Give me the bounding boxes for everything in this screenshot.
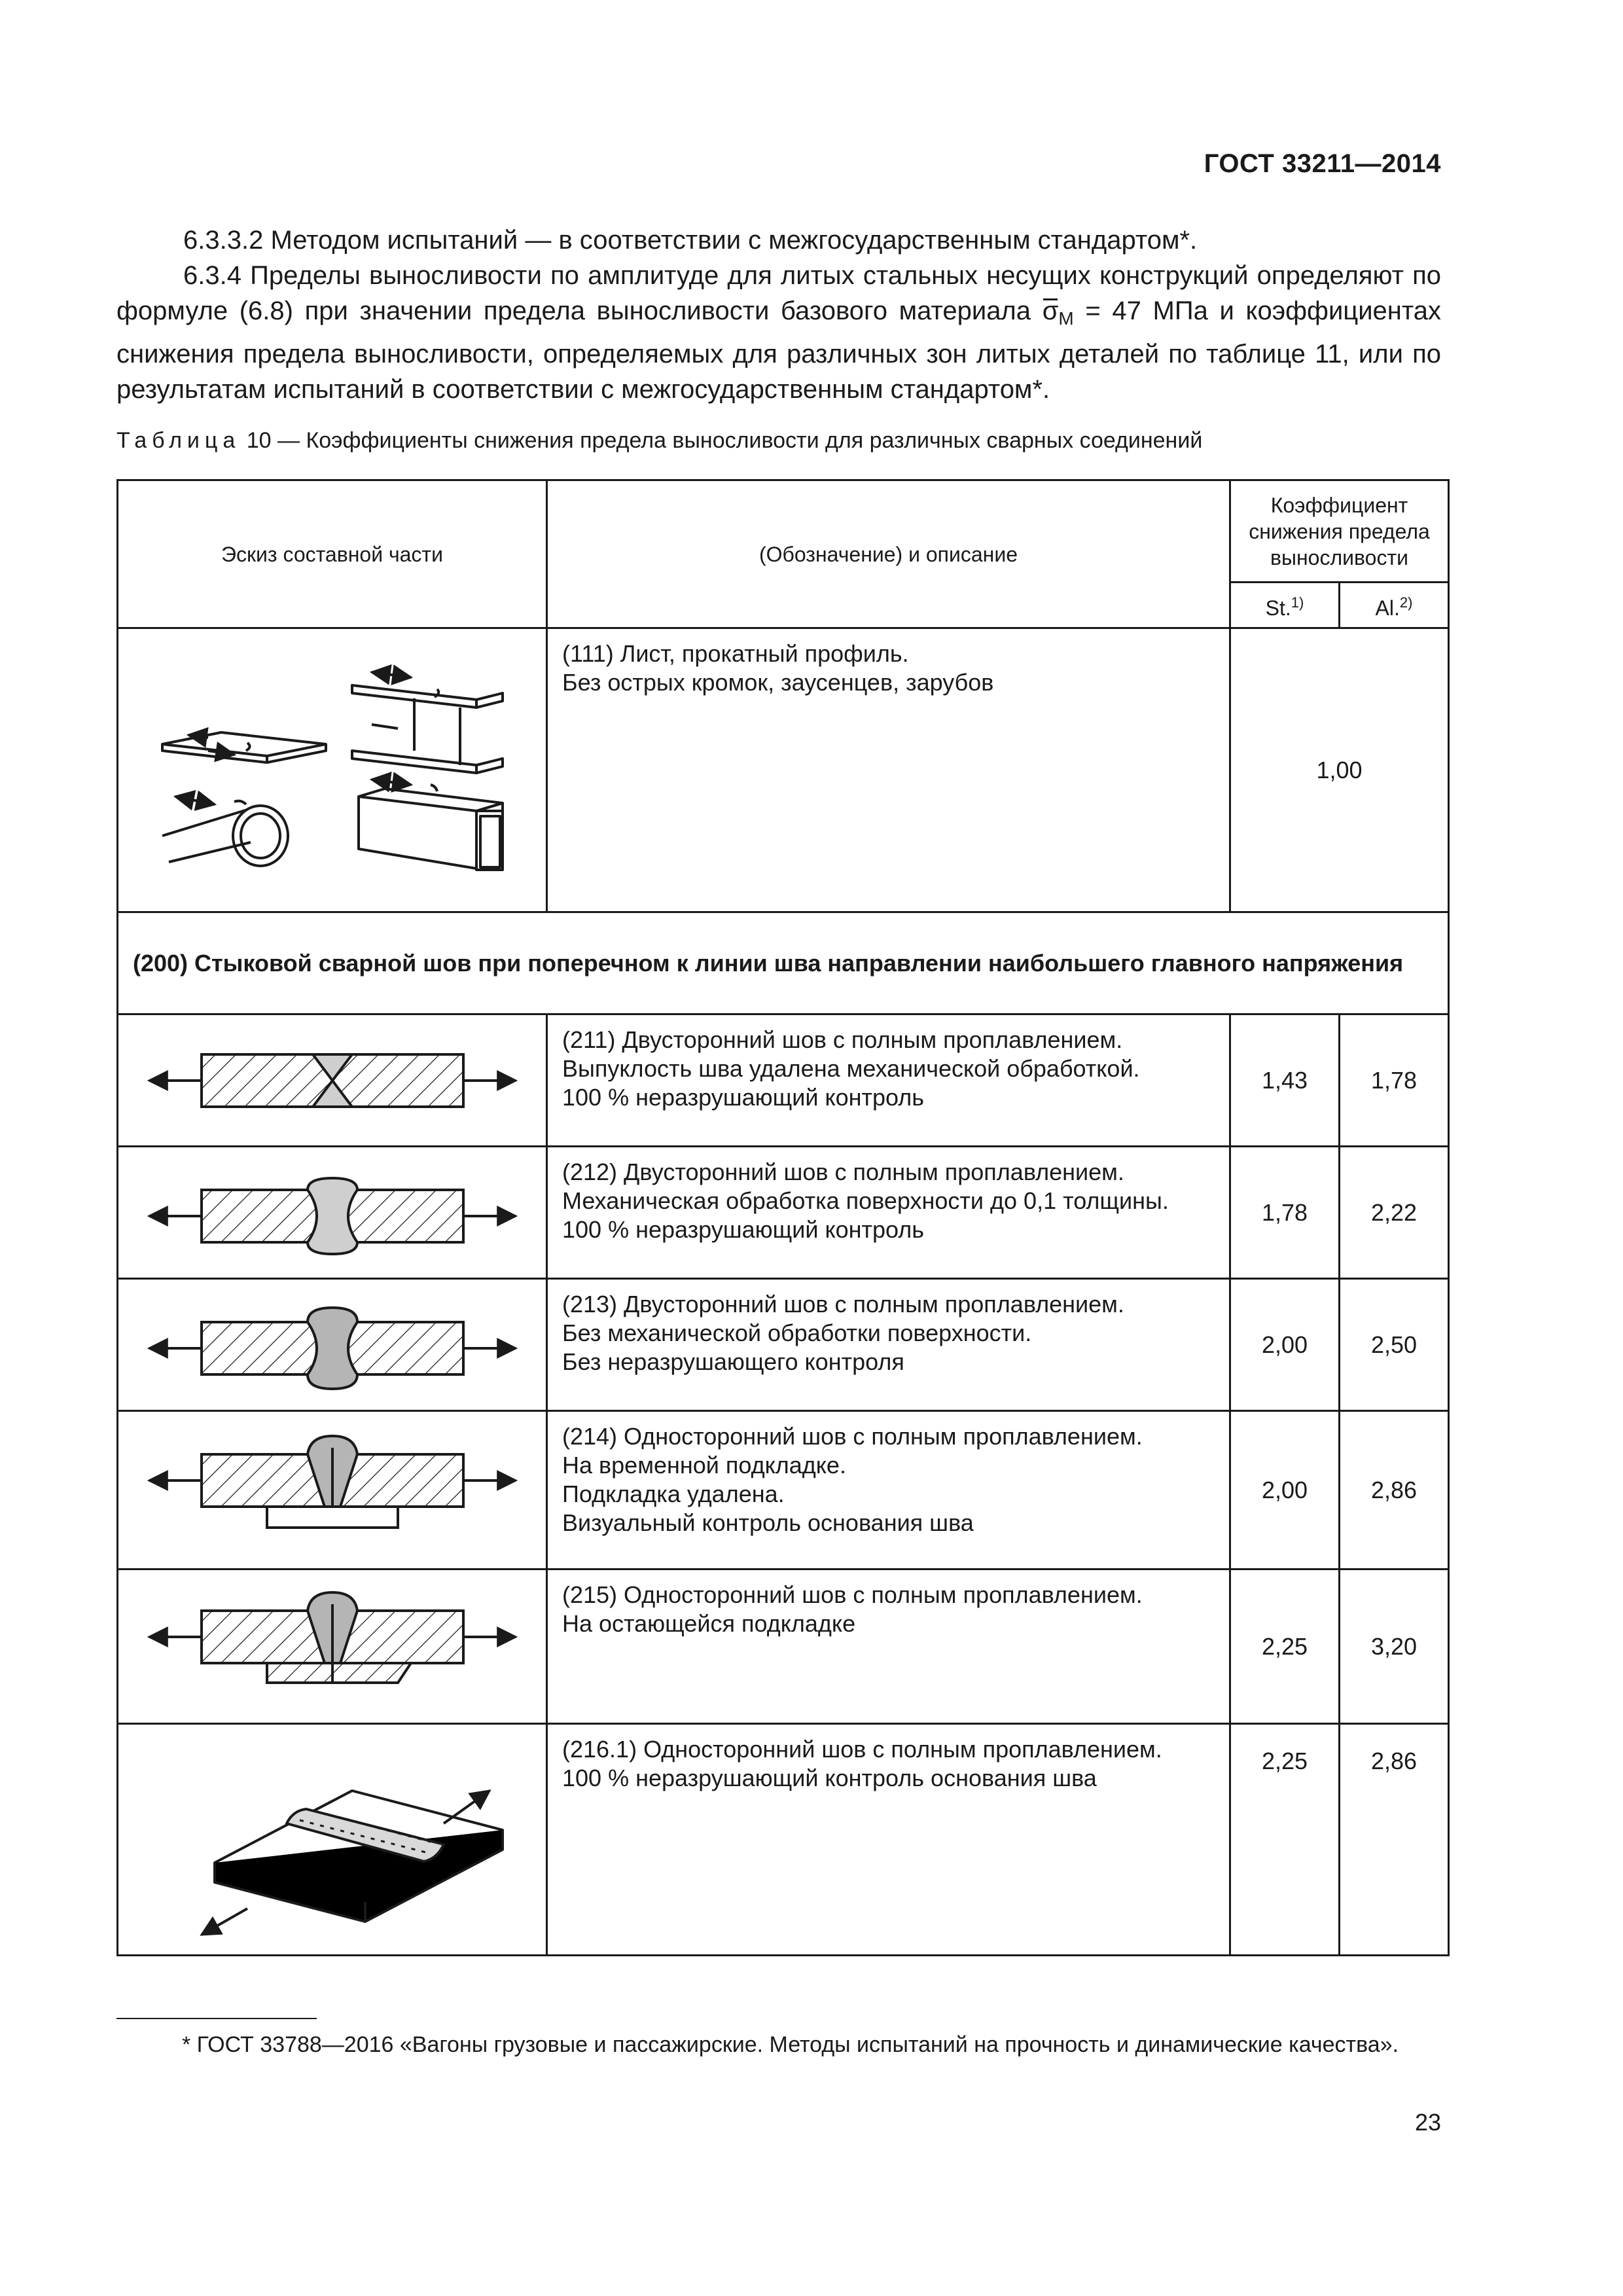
sketch-212 bbox=[118, 1147, 547, 1279]
al-211: 1,78 bbox=[1340, 1014, 1449, 1147]
st-212: 1,78 bbox=[1230, 1147, 1340, 1279]
al-216-1: 2,86 bbox=[1340, 1724, 1449, 1956]
al-214: 2,86 bbox=[1340, 1411, 1449, 1570]
al-213: 2,50 bbox=[1340, 1279, 1449, 1411]
sketch-111 bbox=[118, 628, 547, 912]
standard-header: ГОСТ 33211—2014 bbox=[1204, 149, 1441, 178]
header-coefficient: Коэффициент снижения предела выносливости bbox=[1230, 480, 1449, 583]
desc-111: (111) Лист, прокатный профиль. Без острых кромок, заусенцев, зарубов bbox=[547, 628, 1230, 912]
sketch-215 bbox=[118, 1570, 547, 1724]
desc-215: (215) Односторонний шов с полным проплавлением. На остающейся подкладке bbox=[547, 1570, 1230, 1724]
sketch-213 bbox=[118, 1279, 547, 1411]
sketch-216-1 bbox=[118, 1724, 547, 1956]
desc-216-1: (216.1) Односторонний шов с полным проплавлением. 100 % неразрушающий контроль основания шва bbox=[547, 1724, 1230, 1956]
al-215: 3,20 bbox=[1340, 1570, 1449, 1724]
footnote-divider bbox=[116, 2018, 317, 2019]
header-st: St.$^{1)}$ bbox=[1230, 583, 1340, 628]
st-213: 2,00 bbox=[1230, 1279, 1340, 1411]
desc-212: (212) Двусторонний шов с полным проплавлением. Механическая обработка поверхности до 0,1 толщины. 100 % неразрушающий контроль bbox=[547, 1147, 1230, 1279]
sketch-214 bbox=[118, 1411, 547, 1570]
st-216-1: 2,25 bbox=[1230, 1724, 1340, 1956]
page-number: 23 bbox=[1414, 2109, 1441, 2136]
paragraph-6-3-4: 6.3.4 Пределы выносливости по амплитуде для литых стальных несущих конструкций определяют по формуле (6.8) при значении предела выносливости базового материала $\sigma_M = 47$ МПа и коэффициентах снижения предела выносливости, определяемых для различных зон литых деталей по таблице 11, или по результатам испытаний в соответствии с межгосударственным стандартом*. bbox=[116, 261, 1441, 404]
fatigue-coefficient-table bbox=[116, 479, 1450, 1956]
sketch-211 bbox=[118, 1014, 547, 1147]
desc-211: (211) Двусторонний шов с полным проплавлением. Выпуклость шва удалена механической обработкой. 100 % неразрушающий контроль bbox=[547, 1014, 1230, 1147]
st-215: 2,25 bbox=[1230, 1570, 1340, 1724]
sigma-symbol: σ bbox=[1042, 296, 1059, 325]
footnote: * ГОСТ 33788—2016 «Вагоны грузовые и пассажирские. Методы испытаний на прочность и динамические качества». bbox=[182, 2032, 1399, 2057]
sheet-profile-sketch bbox=[136, 639, 529, 901]
header-al: Al.$^{2)}$ bbox=[1340, 583, 1449, 628]
paragraph-6-3-3-2: 6.3.3.2 Методом испытаний — в соответствии с межгосударственным стандартом*. bbox=[183, 226, 1198, 255]
group-200-title: (200) Стыковой сварной шов при поперечном к линии шва направлении наибольшего главного напряжения bbox=[118, 912, 1449, 1014]
desc-214: (214) Односторонний шов с полным проплавлением. На временной подкладке. Подкладка удалена. Визуальный контроль основания шва bbox=[547, 1411, 1230, 1570]
header-sketch: Эскиз составной части bbox=[118, 480, 547, 628]
value-111: 1,00 bbox=[1230, 628, 1449, 912]
desc-213: (213) Двусторонний шов с полным проплавлением. Без механической обработки поверхности. Без неразрушающего контроля bbox=[547, 1279, 1230, 1411]
al-212: 2,22 bbox=[1340, 1147, 1449, 1279]
table-caption: Таблица 10 — Коэффициенты снижения предела выносливости для различных сварных соединений bbox=[116, 428, 1203, 453]
st-211: 1,43 bbox=[1230, 1014, 1340, 1147]
header-description: (Обозначение) и описание bbox=[547, 480, 1230, 628]
st-214: 2,00 bbox=[1230, 1411, 1340, 1570]
